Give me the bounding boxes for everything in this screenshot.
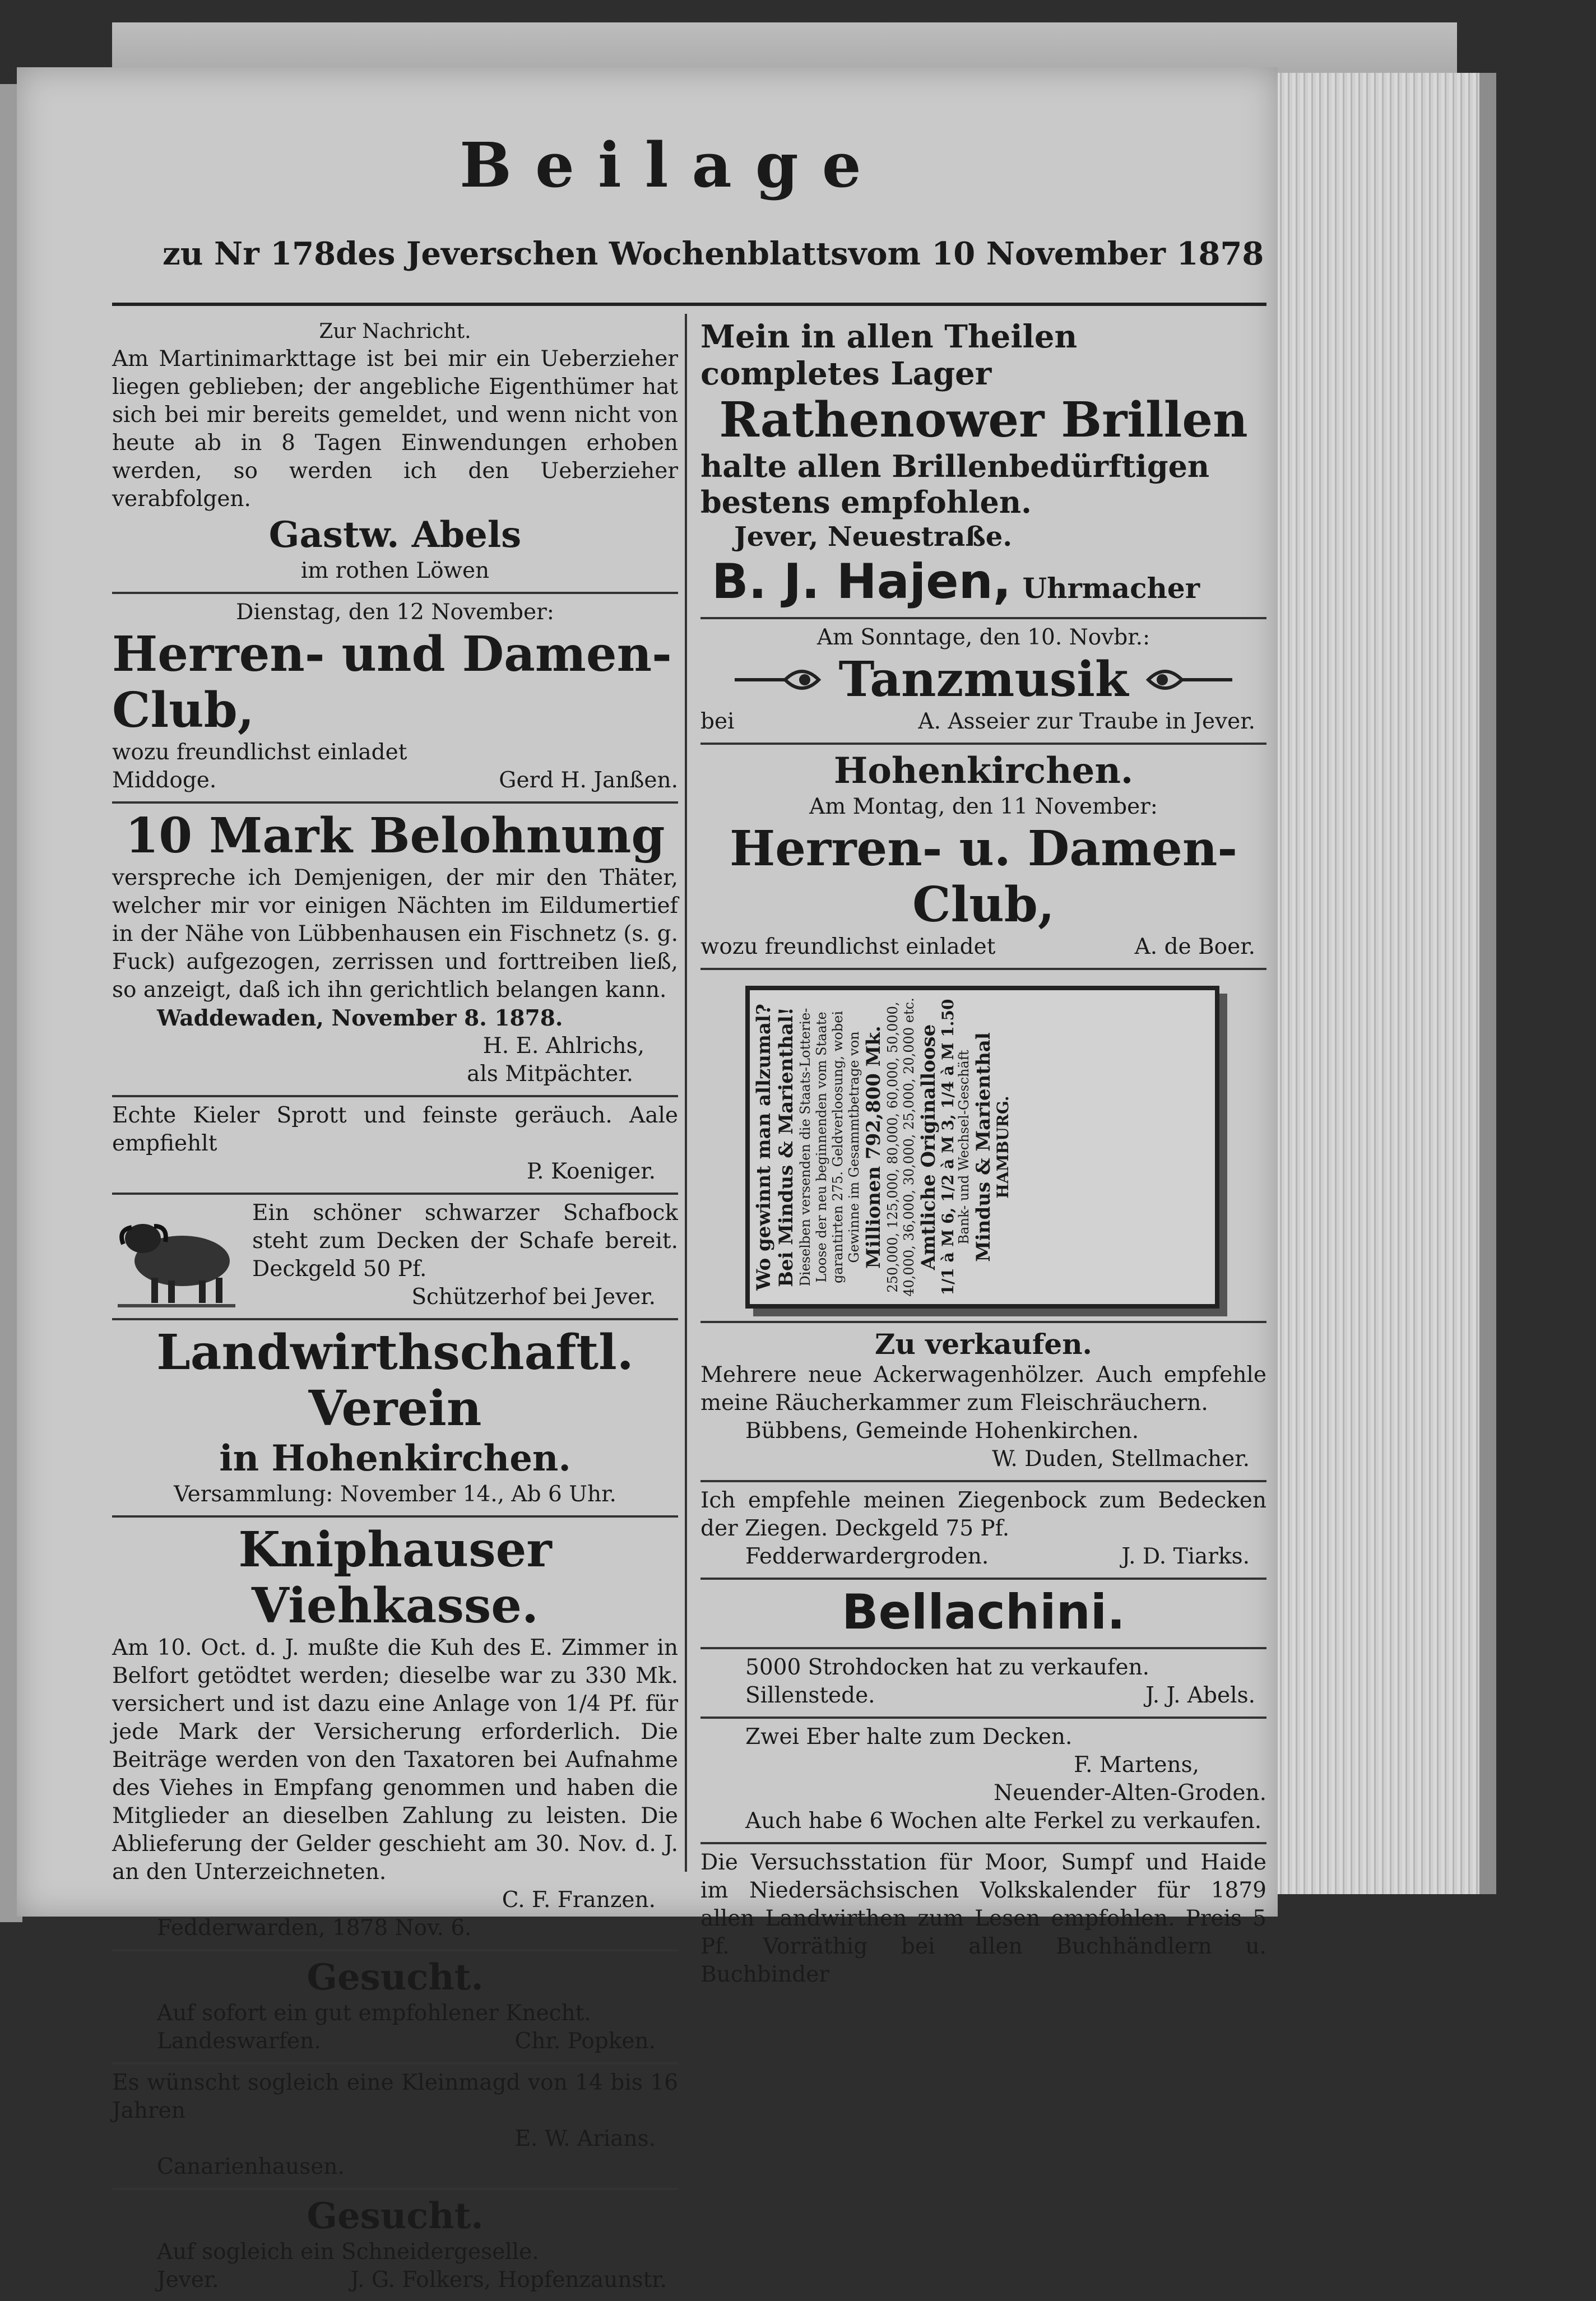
- ad-signature-row: [700, 1543, 1266, 1571]
- ad-for-sale: [700, 1323, 1266, 1482]
- ad-signature: C. F. Franzen.: [502, 1887, 656, 1913]
- ad-title: Landwirthschaftl. Verein: [156, 1324, 634, 1437]
- ad-title: Gesucht.: [307, 2195, 484, 2237]
- ad-body: Die Versuchsstation für Moor, Sumpf und Haide im Niedersächsischen Volkskalender für 1879 allen Landwirthen zum Lesen empfohlen. Preis 5 Pf. Vorräthig bei allen Buchhändlern u. Buchbinder: [700, 1850, 1266, 1987]
- ad-signature-row: [700, 708, 1266, 736]
- ad-title: Herren- und Damen-Club,: [112, 626, 672, 739]
- ad-date: Am Sonntage, den 10. Novbr.:: [816, 625, 1150, 650]
- ad-title: Rathenower Brillen: [719, 392, 1248, 448]
- issue-line: [163, 235, 1264, 272]
- ad-body: Zwei Eber halte zum Decken.: [745, 1724, 1073, 1750]
- lottery-firm: Mindus & Marienthal: [972, 1032, 995, 1262]
- ad-place: Fedderwardergroden.: [745, 1544, 989, 1569]
- ad-subtitle: in Hohenkirchen.: [219, 1437, 571, 1479]
- header-rule: [112, 303, 1266, 306]
- ad-signature: E. W. Arians.: [514, 2126, 656, 2151]
- ad-goat: [700, 1482, 1266, 1580]
- right-column: [700, 314, 1266, 1996]
- ad-line: wozu freundlichst einladet: [112, 740, 407, 765]
- ad-lottery: [700, 970, 1266, 1323]
- ad-signature-row: [112, 767, 678, 795]
- ad-body: Mehrere neue Ackerwagenhölzer. Auch empfehle meine Räucherkammer zum Fleischräuchern.: [700, 1362, 1266, 1416]
- ad-farmers-association: [112, 1320, 678, 1518]
- ad-place: im rothen Löwen: [300, 558, 490, 583]
- ad-date: Am Montag, den 11 November:: [809, 794, 1158, 819]
- lottery-offer: Amtliche Originalloose: [917, 1024, 940, 1270]
- ad-dance: [700, 619, 1266, 745]
- ad-title: Zu verkaufen.: [875, 1328, 1092, 1361]
- paper-name: des Jeverschen Wochenblatts: [336, 235, 848, 272]
- ad-signature: H. E. Ahlrichs,: [482, 1033, 644, 1059]
- ad-lost-coat: [112, 314, 678, 594]
- ad-title: Hohenkirchen.: [833, 750, 1134, 792]
- ad-place: Jever, Neuestraße.: [734, 521, 1013, 553]
- ad-place: Waddewaden, November 8. 1878.: [157, 1005, 563, 1031]
- ad-signature: J. J. Abels.: [1145, 1683, 1255, 1708]
- ad-signature: Gastw. Abels: [268, 514, 522, 556]
- ad-signature-row: [700, 554, 1266, 610]
- ad-heading: Zur Nachricht.: [319, 320, 471, 343]
- ad-title-row: [700, 652, 1266, 708]
- ad-body: Am 10. Oct. d. J. mußte die Kuh des E. Zimmer in Belfort getödtet werden; dieselbe war zu 330 Mk. versichert und ist dazu eine Anlage von 1/4 Pf. für jede Mark der Versicherung erforderlich. Die Beiträge werden von den Taxatoren bei Aufnahme des Viehes in Empfang genommen und haben die Mitglieder an dieselben Zahlung zu leisten. Die Ablieferung der Gelder geschieht am 30. Nov. d. J. an den Unterzeichneten.: [112, 1635, 678, 1885]
- ad-signature-row: [700, 1682, 1266, 1710]
- ad-extra: Auch habe 6 Wochen alte Ferkel zu verkaufen.: [745, 1808, 1262, 1834]
- ad-body: Echte Kieler Sprott und feinste geräuch. Aale empfiehlt: [112, 1103, 678, 1156]
- ad-signature: J. G. Folkers, Hopfenzaunstr.: [350, 2267, 667, 2293]
- ad-place: Neuender-Alten-Groden.: [994, 1780, 1266, 1806]
- lottery-city: HAMBURG.: [994, 1096, 1012, 1199]
- ad-bellachini: [700, 1580, 1266, 1649]
- ad-line: Auf sofort ein gut empfohlener Knecht.: [157, 2001, 591, 2026]
- lottery-prizes: 250,000, 125,000, 80,000, 60,000, 50,000, 40,000, 36,000, 30,000, 25,000, 20,000 etc.: [885, 998, 917, 1297]
- ad-place: Fedderwarden, 1878 Nov. 6.: [157, 1915, 472, 1941]
- ad-place: Schützerhof bei Jever.: [411, 1284, 656, 1310]
- ad-spectacles: [700, 314, 1266, 619]
- page-stack-edge: [1261, 73, 1496, 1894]
- ad-place: Bübbens, Gemeinde Hohenkirchen.: [745, 1418, 1139, 1444]
- ad-club-middoge: [112, 594, 678, 804]
- lottery-firm-line: Bei Mindus & Marienthal!: [775, 1007, 797, 1287]
- ad-title: Gesucht.: [307, 1956, 484, 1998]
- ad-straw: [700, 1649, 1266, 1719]
- issue-number: zu Nr 178: [163, 235, 336, 272]
- ad-role: Uhrmacher: [1022, 572, 1200, 605]
- ad-line: halte allen Brillenbedürftigen bestens empfohlen.: [700, 448, 1210, 520]
- ad-signature: A. de Boer.: [1134, 934, 1255, 959]
- ad-place: Canarienhausen.: [157, 2154, 345, 2179]
- ad-signature: J. D. Tiarks.: [1121, 1544, 1250, 1569]
- lottery-headline: Wo gewinnt man allzumal?: [753, 1004, 775, 1291]
- ad-signature: F. Martens,: [1074, 1752, 1199, 1778]
- ad-signature: A. Asseier zur Traube in Jever.: [918, 709, 1255, 734]
- ad-body: verspreche ich Demjenigen, der mir den Thäter, welcher mir vor einigen Nächten im Eildumertief in der Nähe von Lübbenhausen ein Fischnetz (s. g. Fuck) aufgezogen, zerrissen und forttreiben ließ, so anzeigt, daß ich ihn gerichtlich belangen kann.: [112, 865, 678, 1003]
- lottery-text: [753, 996, 1212, 1298]
- ad-wanted-farmhand: [112, 1951, 678, 2065]
- ad-body: Es wünscht sogleich eine Kleinmagd von 14 bis 16 Jahren: [112, 2070, 678, 2123]
- ad-place: Middoge.: [112, 768, 217, 793]
- ad-signature: B. J. Hajen,: [712, 554, 1012, 610]
- ad-body: Ein schöner schwarzer Schafbock steht zum Decken der Schafe bereit. Deckgeld 50 Pf.: [252, 1200, 678, 1282]
- ad-line: Mein in allen Theilen completes Lager: [700, 318, 1078, 392]
- ad-reward: [112, 804, 678, 1097]
- ad-signature: P. Koeniger.: [526, 1159, 656, 1184]
- lottery-amount: Millionen 792,800 Mk.: [862, 1026, 885, 1269]
- ad-title: 10 Mark Belohnung: [125, 808, 665, 864]
- ad-date: Dienstag, den 12 November:: [236, 600, 554, 625]
- ad-title: Kniphauser Viehkasse.: [238, 1521, 552, 1634]
- ad-line: Auf sogleich ein Schneidergeselle.: [157, 2239, 539, 2265]
- ad-maid-wanted: [112, 2065, 678, 2190]
- lottery-closing: Bank- und Wechsel-Geschäft: [956, 1050, 972, 1245]
- masthead-title: Beilage: [460, 129, 885, 201]
- ad-tailor-wanted: [112, 2190, 678, 2301]
- ad-signature: Chr. Popken.: [514, 2029, 656, 2054]
- ad-place: Landeswarfen.: [157, 2029, 321, 2054]
- ad-place: Sillenstede.: [745, 1683, 875, 1708]
- ram-illustration-icon: [112, 1199, 241, 1311]
- ad-signature: Gerd H. Janßen.: [499, 768, 678, 793]
- ad-title: Tanzmusik: [838, 651, 1129, 708]
- issue-date: vom 10 November 1878: [848, 235, 1264, 272]
- ad-place: Jever.: [157, 2267, 219, 2293]
- ad-cattle-fund: [112, 1518, 678, 1951]
- ad-boars: [700, 1719, 1266, 1844]
- column-divider: [685, 314, 687, 1872]
- ad-body: Ich empfehle meinen Ziegenbock zum Bedecken der Ziegen. Deckgeld 75 Pf.: [700, 1488, 1266, 1541]
- lottery-prices: 1/1 à M 6, 1/2 à M 3, 1/4 à M 1.50: [939, 999, 957, 1296]
- ad-signature: W. Duden, Stellmacher.: [992, 1446, 1250, 1472]
- ad-prefix: bei: [700, 709, 735, 734]
- ad-hohenkirchen-club: [700, 745, 1266, 970]
- ad-almanac: [700, 1844, 1266, 1996]
- ad-club-title: Herren- u. Damen-Club,: [729, 820, 1238, 933]
- ornament-right-icon: [1140, 660, 1235, 699]
- ad-sprats: [112, 1097, 678, 1195]
- left-column: [112, 314, 678, 2301]
- ad-signature-row: [112, 2266, 678, 2294]
- ad-role: als Mitpächter.: [467, 1061, 633, 1087]
- ad-signature-row: [700, 933, 1266, 961]
- ad-line: Versammlung: November 14., Ab 6 Uhr.: [174, 1482, 616, 1507]
- ad-title: Bellachini.: [842, 1584, 1125, 1640]
- ad-signature-row: [112, 2028, 678, 2056]
- ad-line: wozu freundlichst einladet: [700, 934, 996, 959]
- ad-ram: [112, 1195, 678, 1320]
- lottery-box: [745, 986, 1219, 1309]
- ornament-left-icon: [732, 660, 827, 699]
- ad-body: 5000 Strohdocken hat zu verkaufen.: [745, 1655, 1150, 1680]
- ad-body: Am Martinimarkttage ist bei mir ein Ueberzieher liegen geblieben; der angebliche Eigenthümer hat sich bei mir bereits gemeldet, und wenn nicht von heute ab in 8 Tagen Einwendungen erhoben werden, so werden ich den Ueberzieher verabfolgen.: [112, 346, 678, 512]
- lottery-body: Dieselben versenden die Staats-Lotterie-Loose der neu beginnenden vom Staate garantirten 275. Geldverloosung, wobei Gewinne im Gesammtbetrage von: [797, 1008, 862, 1287]
